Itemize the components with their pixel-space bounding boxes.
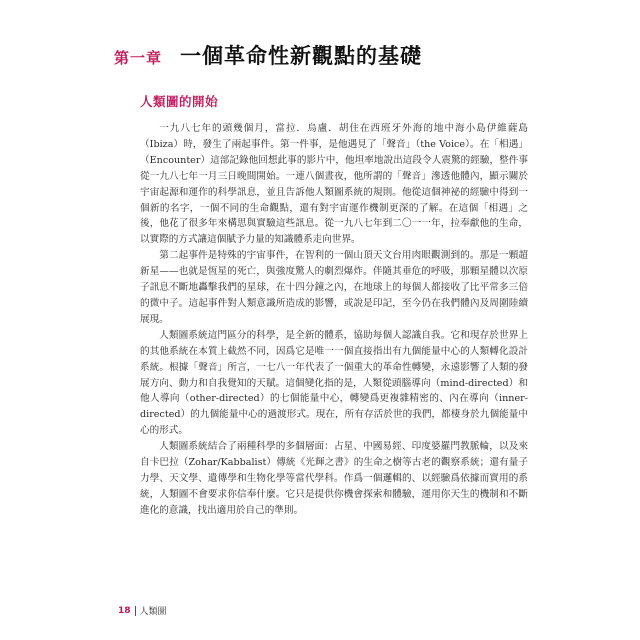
paragraph: 人類圖系統這門區分的科學，是全新的體系，協助每個人認識自我。它和現存於世界上的其他系統在本質上截然不同，因爲它是唯一一個直接指出有九個能量中心的人類轉化設計系統。根據「聲音」所言，一七八一年代表了一個重大的革命性轉變，永遠影響了人類的發展方向、動力和自我覺知的天賦。這個變化指的是，人類從頭腦導向（mind-directed）和他人導向（other-directed）的七個能量中心，轉變爲更複雜精密的、內在導向（inner-directed）的九個能量中心的過渡形式。現在，所有存活於世的我們，都棲身於九個能量中心的形式。 — [140, 329, 528, 437]
paragraph: 人類圖系統結合了兩種科學的多個層面：占星、中國易經、印度婆羅門教脈輪，以及來自卡巴拉（Zohar/Kabbalist）傳統《光輝之書》的生命之樹等古老的觀察系統；還有量子力學、天文學、遺傳學和生物化學等當代學科。作爲一個邏輯的、以經驗爲依據而實用的系統，人類圖不會要求你信奉什麼。它只是提供你機會探索和體驗，運用你天生的機制和不斷進化的意識，找出適用於自己的準則。 — [140, 441, 528, 516]
section-heading: 人類圖的開始 — [140, 94, 219, 109]
chapter-title: 一個革命性新觀點的基礎 — [180, 44, 423, 68]
body-text — [140, 121, 528, 519]
chapter-header — [114, 40, 422, 70]
page-footer — [118, 604, 167, 617]
chapter-label: 第一章 — [114, 49, 163, 67]
paragraph: 一九八七年的頭幾個月，當拉．烏盧．胡住在西班牙外海的地中海小島伊維薩島（Ibiza）時，發生了兩起事件。第一件事，是他遇見了「聲音」（the Voice）。在「相遇」（Encounter）這部記錄他回想此事的影片中，他坦率地說出這段令人震驚的經驗，整件事從一九八七年一月三日晚間開始。一連八個晝夜，他所謂的「聲音」滲透他體內，顯示關於宇宙起源和運作的科學訊息，並且告訴他人類圖系統的規則。他從這個神祕的經驗中得到一個新的名字，一個不同的生命觀點，還有對宇宙運作機制更深的了解。在這個「相遇」之後，他花了很多年來構思與實驗這些訊息。從一九八七年到二〇一一年，拉奉獻他的生命，以實際的方式讓這個賦予力量的知識體系走向世界。 — [140, 123, 528, 246]
page-number: 18 — [118, 605, 131, 616]
running-title: 人類圖 — [139, 607, 167, 617]
paragraph: 第二起事件是特殊的宇宙事件，在智利的一個山頂天文台用肉眼觀測到的。那是一顆超新星——也就是恆星的死亡，與強度驚人的劇烈爆炸。伴隨其垂危的呼吸，那顆星體以次原子訊息不斷地轟擊我們的星球，在十四分鐘之內，在地球上的每個人都接收了比平常多三倍的微中子。這起事件對人類意識所造成的影響，或說是印記，至今仍在我們體內及周圍陸續展現。 — [140, 250, 528, 325]
footer-divider — [135, 606, 136, 616]
